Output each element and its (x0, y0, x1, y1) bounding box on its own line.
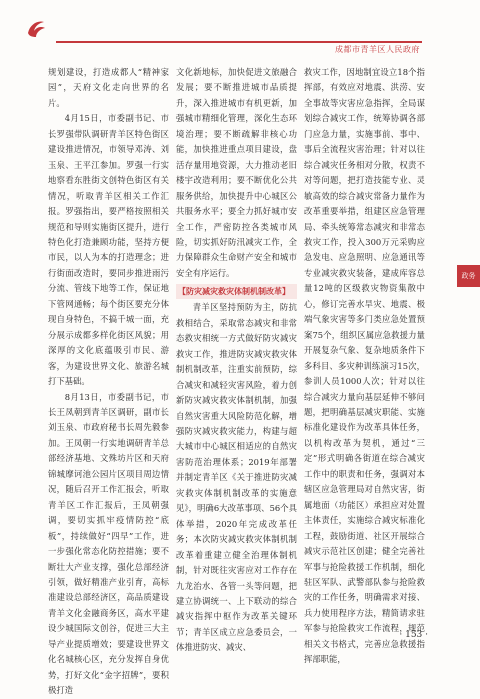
page-number: · 153 · (399, 630, 428, 640)
paragraph: 救灾工作，因地制宜设立18个指挥部，有效应对地震、洪涝、安全事故等灾害应急指挥，全局谋划综合减灾工作，统筹协调各部门应急力量，实施事前、事中、事后全流程灾害治理；针对以往综合减灾任务相对分散，权责不对等问题，把打造技能专业、灵敏高效的综合减灾常备力量作为改革重要举措，组建区应急管理局、牵头统筹常态减灾和非常态救灾工作，投入300万元采购应急发电、应急照明、应急通讯等专业减灾救灾装备，建成库容总量12吨的区级救灾物资集散中心，修订完善水旱灾、地震、极端气象灾害等多门类应急处置预案75个，组织区属应急救援力量开展复杂气象、复杂地质条件下多科目、多灾种训练演习15次，参训人员1000人次；针对以往综合减灾力量向基层延伸不够问题，把明确基层减灾职能、实施标准化建设作为改革具体任务，以机构改革为契机，通过“三定”形式明确各街道在综合减灾工作中的职责和任务，强调对本辖区应急管理局对自然灾害，街属地面（功能区）承担应对处置主体责任，实施综合减灾标准化工程，鼓励街道、社区开展综合减灾示范社区创建；健全完善社军事与抢险救援工作机制，细化驻区军队、武警部队参与抢险救灾的工作任务，明确需求对接、兵力使用程序方法，精简请求驻军参与抢险救灾工作流程，规范相关文书格式，完善应急救援指挥部职能， (304, 67, 425, 665)
column-2 (176, 65, 297, 656)
paragraph: 规划建设，打造成都人“精神家园”，天府文化走向世界的名片。 (48, 67, 169, 108)
side-section-tab: 政务 (457, 265, 480, 287)
section-heading: 【防灾减灾救灾体制机制改革】 (176, 284, 297, 299)
flame-swirl-logo-icon (24, 16, 48, 40)
paragraph: 4月15日，市委副书记、市长罗强带队调研青羊区特色街区建设推进情况，市领导邓涛、刘玉泉、王平江参加。罗强一行实地察看东胜街文创特色街区有关情况，听取青羊区相关工作汇报。罗强指出，要严格按照相关规范和导则实施街区提升，进行特色化打造兼顾功能，坚持方便市民，以人为本的打造理念；进行街面改造时，要同步推进雨污分流、管线下地等工作，保证地下管网通畅；每个街区要充分体现自身特色，不搞千城一面，充分展示成都多样化街区风貌；用深厚的文化底蕴吸引市民、游客，为建设世界文化、旅游名城打下基础。 (48, 113, 169, 387)
paragraph: 文化新地标，加快促进文旅融合发展；要不断推进城市品质提升，深入推进城市有机更新，加强城市精细化管理，深化生态环境治理；要不断疏解非核心功能，加快推进重点项目建设，盘活存量用地资源，大力推动老旧楼宇改造利用；要不断优化公共服务供给，加快提升中心城区公共服务水平；要全力抓好城市安全工作，严密防控各类城市风险，切实抓好防汛减灾工作，全力保障群众生命财产安全和城市安全有序运行。 (176, 67, 297, 278)
column-3 (304, 65, 425, 668)
column-1 (48, 65, 169, 699)
paragraph: 青羊区坚持预防为主，防抗救相结合，采取常态减灾和非常态救灾相统一方式做好防灾减灾救灾工作，推进防灾减灾救灾体制机制改革，注重实前预防，综合减灾和减轻灾害风险，着力创新防灾减灾救灾体制机制，加强自然灾害重大风险防范化解，增强防灾减灾救灾能力，构建与超大城市中心城区相适应的自然灾害防范治理体系；2019年部署并制定青羊区《关于推进防灾减灾救灾体制机制改革的实施意见》，明确6大改革事项、56个具体举措，2020年完成改革任务；本次防灾减灾救灾体制机制改革着重建立健全治理体制机制，针对既往灾害应对工作存在九龙治水、各管一头等问题，把建立协调统一、上下联动的综合减灾指挥中枢作为改革关键环节；青羊区成立应急委员会，一体推进防灾、减灾、 (176, 302, 297, 653)
header-rule (56, 41, 422, 43)
header-title: 成都市青羊区人民政府 (335, 45, 420, 54)
paragraph: 8月13日，市委副书记，市长王凤朝到青羊区调研，副市长刘玉泉、市政府秘书长周先毅参加。王凤朝一行实地调研青羊总部经济基地、文殊坊片区和天府锦城摩诃池公园片区项目周边情况，随后召开工作汇报会，听取青羊区工作汇报后，王凤朝强调，要切实抓牢疫情防控“底板”，持续做好“四早”工作，进一步强化常态化防控措施；要不断壮大产业支撑，强化总部经济引领，做好精准产业引育，高标准建设总部经济区，高品质建设青羊文化金融商务区，高水平建设少城国际文创谷，促进三大主导产业提质增效；要建设世界文化名城核心区，充分发挥自身优势，打好文化“金字招牌”，要积极打造 (48, 391, 169, 696)
